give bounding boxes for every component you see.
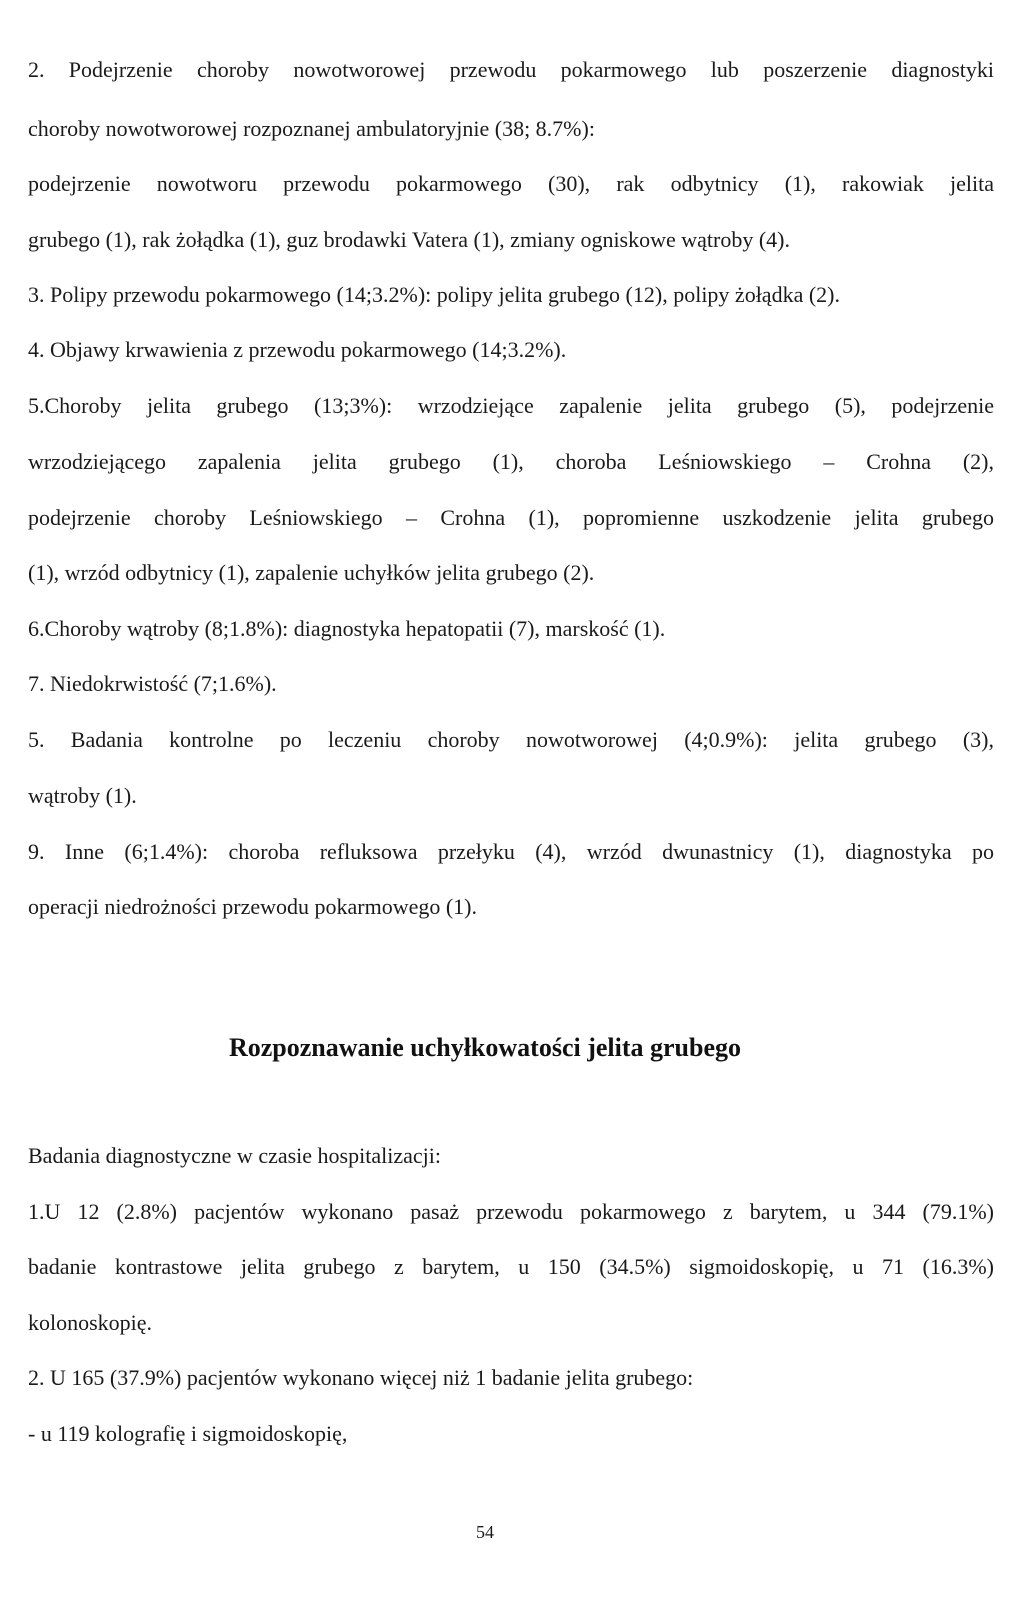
text-line: 2. Podejrzenie choroby nowotworowej przewodu pokarmowego lub poszerzenie diagnostyki [28,57,994,82]
text-line: wątroby (1). [28,783,137,808]
text-line: operacji niedrożności przewodu pokarmowego (1). [28,894,478,919]
text-line: 2. U 165 (37.9%) pacjentów wykonano więcej niż 1 badanie jelita grubego: [28,1365,694,1390]
text-line: 5.Choroby jelita grubego (13;3%): wrzodziejące zapalenie jelita grubego (5), podejrzenie [28,393,994,418]
text-line: podejrzenie choroby Leśniowskiego – Crohna (1), popromienne uszkodzenie jelita grubego [28,505,994,530]
text-line: 5. Badania kontrolne po leczeniu choroby nowotworowej (4;0.9%): jelita grubego (3), [28,727,994,752]
text-line: podejrzenie nowotworu przewodu pokarmowego (30), rak odbytnicy (1), rakowiak jelita [28,171,994,196]
section-heading: Rozpoznawanie uchyłkowatości jelita grubego [228,1033,742,1062]
page-number: 54 [476,1522,494,1542]
text-line: Badania diagnostyczne w czasie hospitalizacji: [28,1143,441,1168]
text-line: 7. Niedokrwistość (7;1.6%). [28,671,277,696]
text-line: 9. Inne (6;1.4%): choroba refluksowa przełyku (4), wrzód dwunastnicy (1), diagnostyka po [28,839,994,864]
text-line: badanie kontrastowe jelita grubego z barytem, u 150 (34.5%) sigmoidoskopię, u 71 (16.3%) [28,1254,994,1279]
text-line: grubego (1), rak żołądka (1), guz brodawki Vatera (1), zmiany ogniskowe wątroby (4). [28,227,791,252]
text-line: wrzodziejącego zapalenia jelita grubego (1), choroba Leśniowskiego – Crohna (2), [28,449,994,474]
text-line: 4. Objawy krwawienia z przewodu pokarmowego (14;3.2%). [28,337,567,362]
text-line: (1), wrzód odbytnicy (1), zapalenie uchyłków jelita grubego (2). [28,560,595,585]
text-line: choroby nowotworowej rozpoznanej ambulatoryjnie (38; 8.7%): [28,116,595,141]
text-line: 1.U 12 (2.8%) pacjentów wykonano pasaż przewodu pokarmowego z barytem, u 344 (79.1%) [28,1199,994,1224]
text-line: 6.Choroby wątroby (8;1.8%): diagnostyka hepatopatii (7), marskość (1). [28,616,666,641]
text-line: - u 119 kolografię i sigmoidoskopię, [28,1421,348,1446]
text-line: kolonoskopię. [28,1310,153,1335]
text-line: 3. Polipy przewodu pokarmowego (14;3.2%): polipy jelita grubego (12), polipy żołądka (2). [28,282,840,307]
